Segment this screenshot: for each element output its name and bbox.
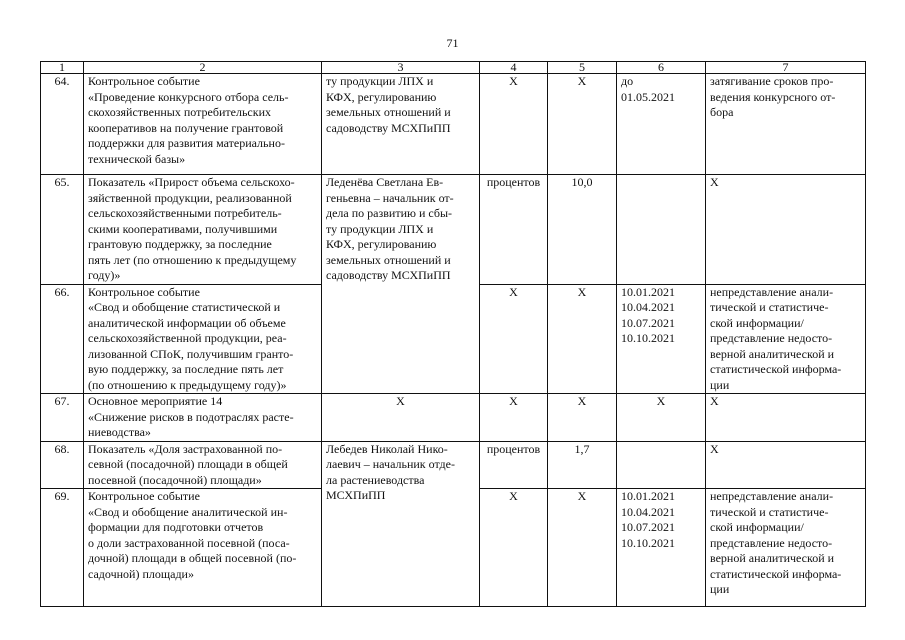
row-description: Контрольное событие «Свод и обобщение статистической и аналитической информации об объеме сельскохозяйственной продукции, реа- лизованной СПоК, получившим гранто- вую поддержку, за последние пять лет (по отношению к предыдущему году)» <box>84 284 322 394</box>
row-deadline: до 01.05.2021 <box>617 74 706 175</box>
table-header-row <box>41 62 866 74</box>
row-unit: X <box>480 489 548 607</box>
row-risks: затягивание сроков про- ведения конкурсного от- бора <box>706 74 866 175</box>
row-number: 68. <box>41 441 84 489</box>
column-header: 4 <box>480 62 548 74</box>
row-unit: X <box>480 394 548 442</box>
column-header: 1 <box>41 62 84 74</box>
plan-table <box>40 61 866 607</box>
row-number: 65. <box>41 175 84 285</box>
column-header: 7 <box>706 62 866 74</box>
row-value: X <box>548 489 617 607</box>
row-description: Контрольное событие «Проведение конкурсного отбора сель- скохозяйственных потребительских кооперативов на получение грантовой поддержки для развития материально- технической базы» <box>84 74 322 175</box>
row-risks: X <box>706 441 866 489</box>
row-deadline: 10.01.2021 10.04.2021 10.07.2021 10.10.2021 <box>617 284 706 394</box>
row-value: X <box>548 284 617 394</box>
column-header: 6 <box>617 62 706 74</box>
row-deadline: 10.01.2021 10.04.2021 10.07.2021 10.10.2021 <box>617 489 706 607</box>
row-number: 69. <box>41 489 84 607</box>
row-risks: непредставление анали- тической и статистиче- ской информации/ представление недосто- верной аналитической и статистической информа- ции <box>706 284 866 394</box>
table-row <box>41 441 866 489</box>
table-row <box>41 394 866 442</box>
row-risks: X <box>706 394 866 442</box>
row-description: Показатель «Доля застрахованной по- севной (посадочной) площади в общей посевной (посадочной) площади» <box>84 441 322 489</box>
column-header: 3 <box>322 62 480 74</box>
row-responsible: Леденёва Светлана Ев- геньевна – начальник от- дела по развитию и сбы- ту продукции ЛПХ и КФХ, регулированию земельных отношений и садоводству МСХПиПП <box>322 175 480 394</box>
row-responsible: Лебедев Николай Нико- лаевич – начальник отде- ла растениеводства МСХПиПП <box>322 441 480 607</box>
table-row <box>41 74 866 175</box>
row-description: Показатель «Прирост объема сельскохо- зяйственной продукции, реализованной сельскохозяйственными потребитель- скими кооперативами, получившими грантовую поддержку, за последние пять лет (по отношению к предыдущему году)» <box>84 175 322 285</box>
row-risks: X <box>706 175 866 285</box>
row-responsible: ту продукции ЛПХ и КФХ, регулированию земельных отношений и садоводству МСХПиПП <box>322 74 480 175</box>
row-description: Контрольное событие «Свод и обобщение аналитической ин- формации для подготовки отчетов о доли застрахованной посевной (поса- дочной) площади в общей посевной (по- садочной) площади» <box>84 489 322 607</box>
row-value: 10,0 <box>548 175 617 285</box>
row-value: X <box>548 74 617 175</box>
column-header: 5 <box>548 62 617 74</box>
row-responsible: X <box>322 394 480 442</box>
row-description: Основное мероприятие 14 «Снижение рисков в подотраслях расте- ниеводства» <box>84 394 322 442</box>
row-unit: X <box>480 74 548 175</box>
table-row <box>41 175 866 285</box>
row-number: 67. <box>41 394 84 442</box>
row-number: 66. <box>41 284 84 394</box>
row-number: 64. <box>41 74 84 175</box>
row-value: 1,7 <box>548 441 617 489</box>
row-deadline <box>617 175 706 285</box>
row-risks: непредставление анали- тической и статистиче- ской информации/ представление недосто- верной аналитической и статистической информа- ции <box>706 489 866 607</box>
page-number: 71 <box>446 36 459 50</box>
row-deadline: X <box>617 394 706 442</box>
row-unit: процентов <box>480 441 548 489</box>
column-header: 2 <box>84 62 322 74</box>
row-unit: X <box>480 284 548 394</box>
row-deadline <box>617 441 706 489</box>
row-unit: процентов <box>480 175 548 285</box>
row-value: X <box>548 394 617 442</box>
